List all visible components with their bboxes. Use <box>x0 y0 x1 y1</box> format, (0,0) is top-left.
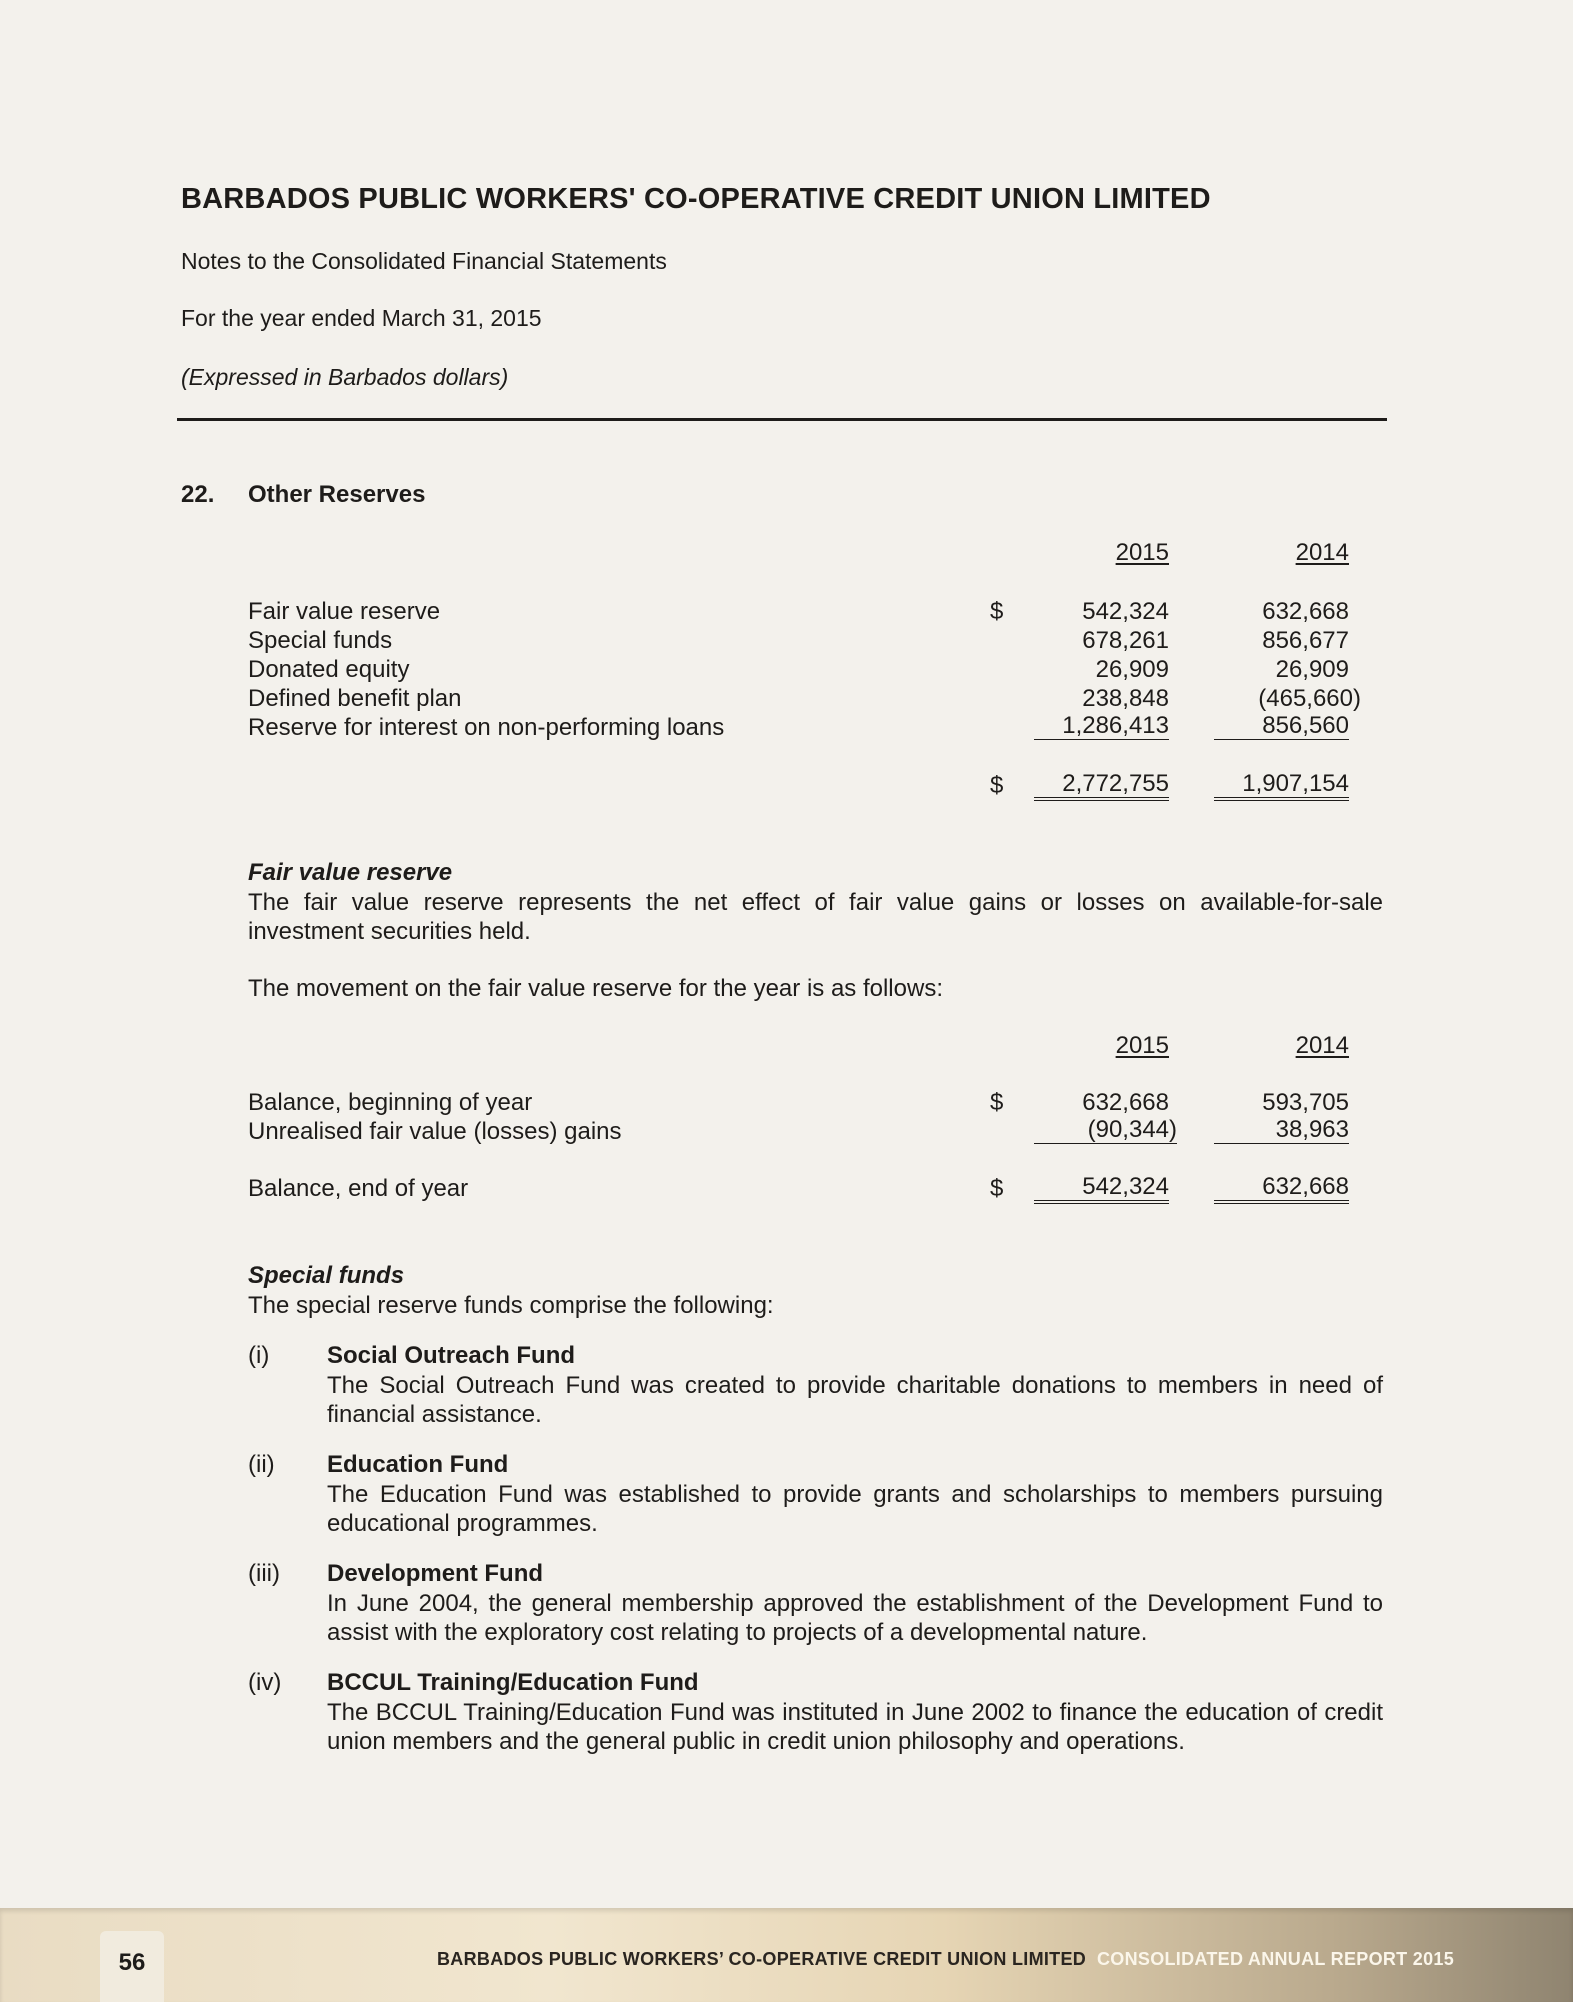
value-2014: 856,560 <box>1262 712 1349 739</box>
footer-report-title: CONSOLIDATED ANNUAL REPORT 2015 <box>1097 1949 1455 1969</box>
section-title: Other Reserves <box>248 481 426 508</box>
value-2014: 26,909 <box>1275 656 1349 683</box>
page-number: 56 <box>100 1931 164 2002</box>
value-2015: 542,324 <box>1082 598 1169 625</box>
row-label: Balance, beginning of year <box>248 1089 533 1116</box>
fair-value-movement-intro: The movement on the fair value reserve for the year is as follows: <box>248 975 943 1002</box>
special-funds-intro: The special reserve funds comprise the following: <box>248 1292 774 1319</box>
document-title: BARBADOS PUBLIC WORKERS' CO-OPERATIVE CREDIT UNION LIMITED <box>181 183 1211 215</box>
list-item-title: Development Fund <box>327 1560 544 1587</box>
value-2014: 38,963 <box>1275 1116 1349 1143</box>
row-label: Balance, end of year <box>248 1175 469 1202</box>
value-2015: 678,261 <box>1082 627 1169 654</box>
row-label: Special funds <box>248 627 393 654</box>
value-2014: (465,660) <box>1258 685 1361 712</box>
value-2015: 238,848 <box>1082 685 1169 712</box>
row-label: Defined benefit plan <box>248 685 462 712</box>
value-2015: 632,668 <box>1082 1089 1169 1116</box>
list-item-title: Education Fund <box>327 1451 509 1478</box>
value-2014: 632,668 <box>1262 598 1349 625</box>
reporting-period: For the year ended March 31, 2015 <box>181 305 542 331</box>
row-label: Unrealised fair value (losses) gains <box>248 1118 622 1145</box>
list-item-body: The Social Outreach Fund was created to provide charitable donations to members in need of financial assistance. <box>327 1372 1383 1428</box>
value-2014: 593,705 <box>1262 1089 1349 1116</box>
list-item-number: (i) <box>248 1342 270 1369</box>
section-number: 22. <box>181 481 215 508</box>
column-header-2015: 2015 <box>1115 1032 1169 1059</box>
value-2015: (90,344) <box>1087 1116 1177 1143</box>
value-2015: 26,909 <box>1095 656 1169 683</box>
fair-value-description: The fair value reserve represents the net effect of fair value gains or losses on available-for-sale investment securities held. <box>248 889 1383 945</box>
column-header-2014: 2014 <box>1295 539 1349 566</box>
value-2015: 1,286,413 <box>1062 712 1169 739</box>
list-item-number: (ii) <box>248 1451 275 1478</box>
document-subtitle: Notes to the Consolidated Financial Statements <box>181 248 667 274</box>
row-label: Reserve for interest on non-performing loans <box>248 714 725 741</box>
currency-symbol: $ <box>990 1089 1004 1116</box>
total-2015: 2,772,755 <box>1062 770 1169 797</box>
header-divider <box>177 418 1387 421</box>
value-2014: 856,677 <box>1262 627 1349 654</box>
column-header-2014: 2014 <box>1295 1032 1349 1059</box>
list-item-body: In June 2004, the general membership approved the establishment of the Development Fund to assist with the exploratory cost relating to projects of a developmental nature. <box>327 1590 1383 1646</box>
special-funds-heading: Special funds <box>248 1262 405 1289</box>
currency-symbol: $ <box>990 598 1004 625</box>
list-item-body: The Education Fund was established to provide grants and scholarships to members pursuing educational programmes. <box>327 1481 1383 1537</box>
total-2015: 542,324 <box>1082 1173 1169 1200</box>
list-item-body: The BCCUL Training/Education Fund was instituted in June 2002 to finance the education of credit union members and the general public in credit union philosophy and operations. <box>327 1699 1383 1755</box>
row-label: Donated equity <box>248 656 410 683</box>
currency-note: (Expressed in Barbados dollars) <box>181 364 509 390</box>
fair-value-heading: Fair value reserve <box>248 859 453 886</box>
currency-symbol: $ <box>990 772 1004 799</box>
list-item-title: Social Outreach Fund <box>327 1342 576 1369</box>
total-2014: 1,907,154 <box>1242 770 1349 797</box>
list-item-number: (iv) <box>248 1669 282 1696</box>
column-header-2015: 2015 <box>1115 539 1169 566</box>
list-item-title: BCCUL Training/Education Fund <box>327 1669 699 1696</box>
currency-symbol: $ <box>990 1175 1004 1202</box>
row-label: Fair value reserve <box>248 598 441 625</box>
list-item-number: (iii) <box>248 1560 280 1587</box>
footer-organization: BARBADOS PUBLIC WORKERS’ CO-OPERATIVE CREDIT UNION LIMITED <box>437 1949 1087 1969</box>
total-2014: 632,668 <box>1262 1173 1349 1200</box>
